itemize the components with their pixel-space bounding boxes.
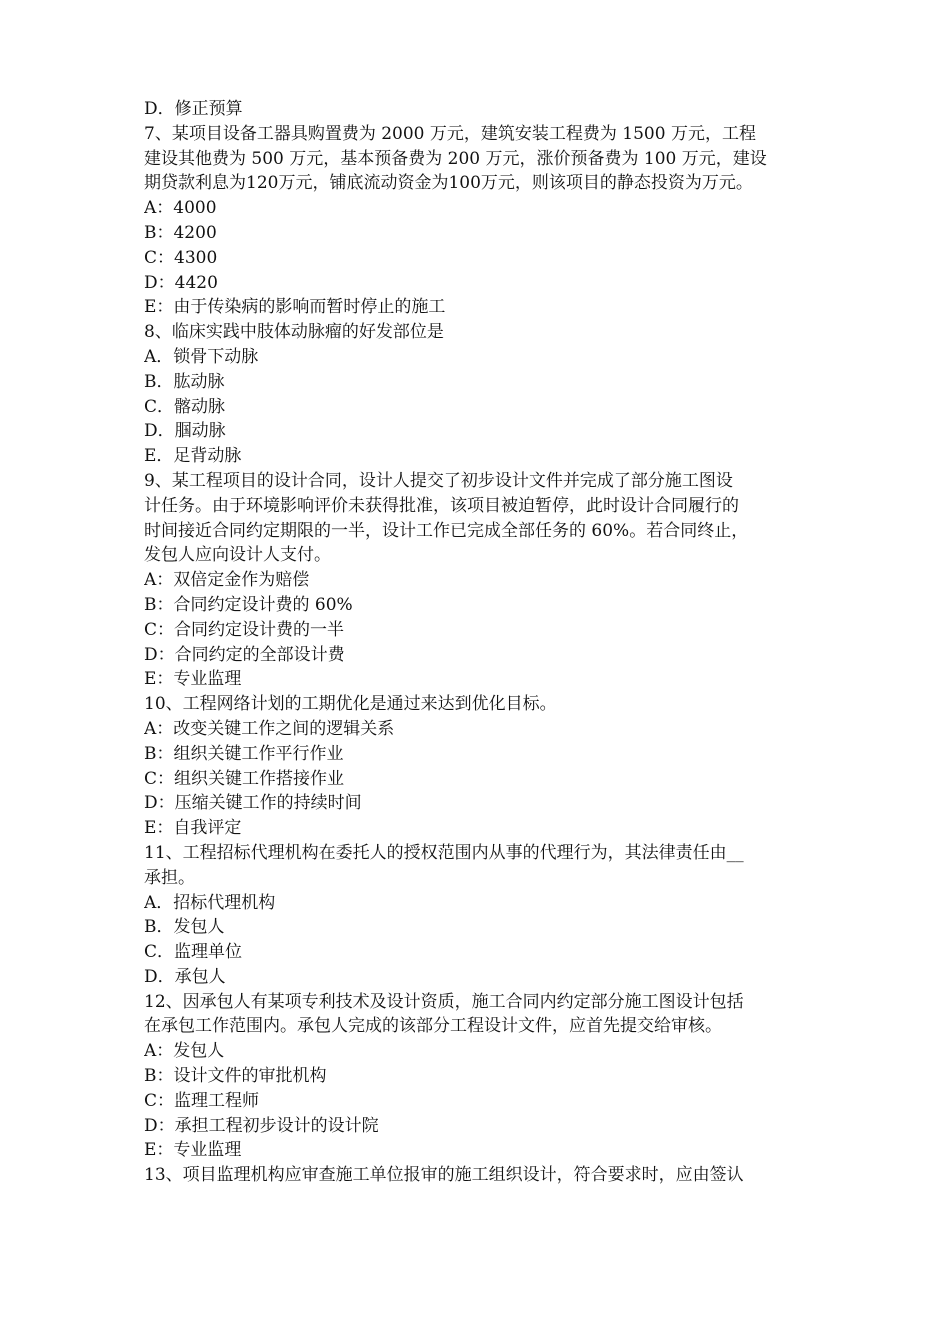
option-c: C．髂动脉: [144, 396, 226, 417]
question-9-line-2: 计任务。由于环境影响评价未获得批准，该项目被迫暂停，此时设计合同履行的: [144, 495, 739, 516]
option-a: A：发包人: [144, 1041, 225, 1062]
option-a: A．招标代理机构: [144, 892, 276, 913]
question-10: 10、工程网络计划的工期优化是通过来达到优化目标。: [144, 694, 557, 715]
option-c: C：4300: [144, 247, 218, 268]
option-c: C：监理工程师: [144, 1090, 260, 1111]
question-7-line-1: 7、某项目设备工器具购置费为 2000 万元，建筑安装工程费为 1500 万元，工程: [144, 123, 756, 144]
option-b: B：合同约定设计费的 60%: [144, 594, 353, 615]
option-e: E：专业监理: [144, 669, 242, 690]
question-11-line-1: 11、工程招标代理机构在委托人的授权范围内从事的代理行为，其法律责任由__: [144, 842, 744, 863]
question-11-line-2: 承担。: [144, 867, 195, 888]
option-b: B．肱动脉: [144, 371, 225, 392]
question-9-line-3: 时间接近合同约定期限的一半，设计工作已完成全部任务的 60%。若合同终止，: [144, 520, 749, 541]
option-d: D．腘动脉: [144, 421, 226, 442]
question-12-line-2: 在承包工作范围内。承包人完成的该部分工程设计文件，应首先提交给审核。: [144, 1016, 722, 1037]
option-a: A：改变关键工作之间的逻辑关系: [144, 718, 395, 739]
option-d: D：4420: [144, 272, 218, 293]
option-c: C：合同约定设计费的一半: [144, 619, 345, 640]
option-b: B．发包人: [144, 917, 225, 938]
option-a: A．锁骨下动脉: [144, 346, 259, 367]
option-a: A：4000: [144, 198, 217, 219]
option-b: B：4200: [144, 222, 217, 243]
question-12-line-1: 12、因承包人有某项专利技术及设计资质，施工合同内约定部分施工图设计包括: [144, 991, 744, 1012]
option-b: B：设计文件的审批机构: [144, 1066, 327, 1087]
option-d: D：合同约定的全部设计费: [144, 644, 345, 665]
question-7-line-3: 期贷款利息为120万元，铺底流动资金为100万元，则该项目的静态投资为万元。: [144, 173, 753, 194]
document-body: [144, 97, 808, 1188]
question-9-line-1: 9、某工程项目的设计合同，设计人提交了初步设计文件并完成了部分施工图设: [144, 470, 733, 491]
text-line: D．修正预算: [144, 99, 243, 119]
question-13-line-1: 13、项目监理机构应审查施工单位报审的施工组织设计，符合要求时，应由签认: [144, 1165, 744, 1186]
question-7-line-2: 建设其他费为 500 万元，基本预备费为 200 万元，涨价预备费为 100 万元，建设: [144, 148, 767, 169]
option-c: C．监理单位: [144, 942, 243, 963]
option-e: E．足背动脉: [144, 446, 242, 467]
option-a: A：双倍定金作为赔偿: [144, 570, 310, 591]
option-e: E：由于传染病的影响而暂时停止的施工: [144, 297, 446, 318]
question-8: 8、临床实践中肢体动脉瘤的好发部位是: [144, 322, 444, 343]
option-d: D．承包人: [144, 966, 226, 987]
option-b: B：组织关键工作平行作业: [144, 743, 344, 764]
option-d: D：承担工程初步设计的设计院: [144, 1115, 379, 1136]
option-c: C：组织关键工作搭接作业: [144, 768, 345, 789]
question-9-line-4: 发包人应向设计人支付。: [144, 545, 331, 566]
option-e: E：专业监理: [144, 1140, 242, 1161]
option-e: E：自我评定: [144, 818, 242, 839]
option-d: D：压缩关键工作的持续时间: [144, 793, 362, 814]
